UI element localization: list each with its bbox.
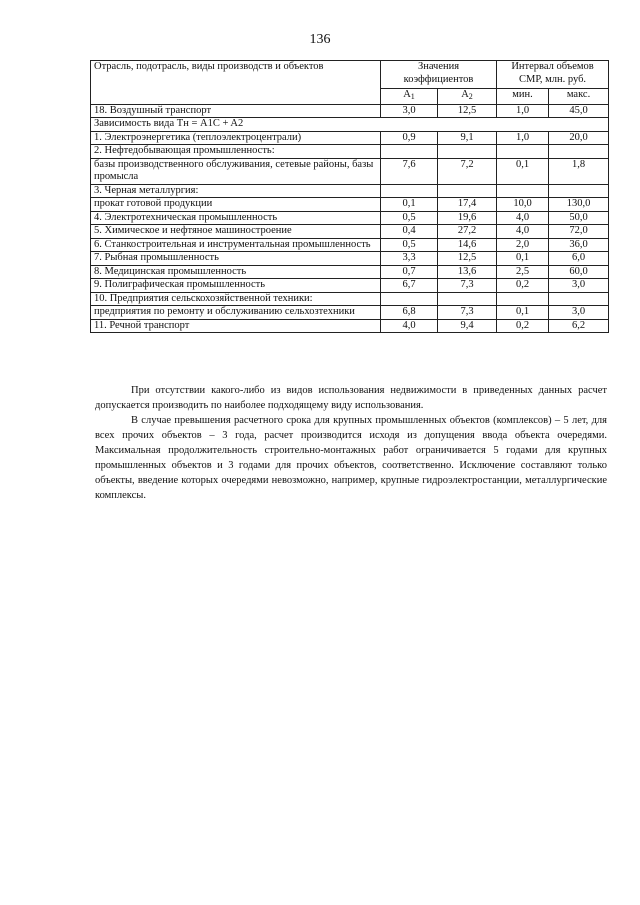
cell-a2: 7,3 [438, 306, 497, 320]
table-row [91, 252, 609, 266]
cell-a1: 0,1 [381, 198, 438, 212]
coefficients-table [90, 60, 609, 333]
table-body [91, 104, 609, 333]
cell-a2: 12,5 [438, 104, 497, 118]
table-row [91, 158, 609, 184]
cell-max: 50,0 [549, 211, 609, 225]
cell-max-empty [549, 145, 609, 159]
cell-a2: 9,1 [438, 131, 497, 145]
header-min: мин. [497, 89, 549, 105]
cell-a2: 7,3 [438, 279, 497, 293]
cell-a2: 27,2 [438, 225, 497, 239]
row-label: 5. Химическое и нефтяное машиностроение [91, 225, 381, 239]
header-max: макс. [549, 89, 609, 105]
cell-min-empty [497, 145, 549, 159]
header-a1-index: 1 [410, 92, 415, 101]
cell-max: 45,0 [549, 104, 609, 118]
header-coefficients [381, 61, 497, 89]
table-row [91, 265, 609, 279]
row-label: 9. Полиграфическая промышленность [91, 279, 381, 293]
cell-min: 1,0 [497, 104, 549, 118]
cell-max: 3,0 [549, 279, 609, 293]
cell-max: 6,2 [549, 319, 609, 333]
row-label: прокат готовой продукции [91, 198, 381, 212]
row-label: 11. Речной транспорт [91, 319, 381, 333]
table-row [91, 319, 609, 333]
row-label: 3. Черная металлургия: [91, 184, 381, 198]
cell-a1: 0,4 [381, 225, 438, 239]
table-row [91, 225, 609, 239]
cell-min: 4,0 [497, 225, 549, 239]
row-label: 4. Электротехническая промышленность [91, 211, 381, 225]
header-a1 [381, 89, 438, 105]
cell-a2: 17,4 [438, 198, 497, 212]
row-label: предприятия по ремонту и обслуживанию сельхозтехники [91, 306, 381, 320]
cell-a2: 12,5 [438, 252, 497, 266]
paragraph-2: В случае превышения расчетного срока для крупных промышленных объектов (комплексов) – 5 лет, для всех прочих объектов – 3 года, расчет производится исходя из допущения ввода объекта очередями. Максимальная продолжительность строительно-монтажных работ ограничивается 5 годами для крупных промышленных объектов и 3 годами для прочих объектов, соответственно. Исключение составляют только объекты, введение которых очередями невозможно, например, крупные гидроэлектростанции, металлургические комплексы. [95, 415, 607, 501]
cell-a1: 7,6 [381, 158, 438, 184]
cell-a2: 14,6 [438, 238, 497, 252]
cell-a2: 9,4 [438, 319, 497, 333]
table-row [91, 279, 609, 293]
cell-a1: 6,8 [381, 306, 438, 320]
cell-a1: 6,7 [381, 279, 438, 293]
cell-min: 0,1 [497, 252, 549, 266]
cell-max: 20,0 [549, 131, 609, 145]
row-label: 7. Рыбная промышленность [91, 252, 381, 266]
header-main-label: Отрасль, подотрасль, виды производств и объектов [94, 61, 324, 72]
cell-a1: 0,5 [381, 238, 438, 252]
cell-a1-empty [381, 145, 438, 159]
cell-max: 1,8 [549, 158, 609, 184]
cell-max: 60,0 [549, 265, 609, 279]
body-text [95, 383, 607, 503]
paragraph-1: При отсутствии какого-либо из видов использования недвижимости в приведенных данных расчет допускается производить по наиболее подходящему виду использования. [95, 385, 607, 411]
cell-a1: 3,3 [381, 252, 438, 266]
row-label: 8. Медицинская промышленность [91, 265, 381, 279]
cell-a2-empty [438, 292, 497, 306]
row-label: базы производственного обслуживания, сетевые районы, базы промысла [91, 158, 381, 184]
cell-a1: 3,0 [381, 104, 438, 118]
header-a2 [438, 89, 497, 105]
cell-min-empty [497, 184, 549, 198]
cell-a2: 19,6 [438, 211, 497, 225]
cell-min: 0,2 [497, 279, 549, 293]
cell-min-empty [497, 292, 549, 306]
cell-min: 0,1 [497, 306, 549, 320]
header-coefficients-line2: коэффициентов [403, 73, 474, 85]
header-interval-line1: Интервал объемов [511, 61, 594, 72]
cell-a1: 0,9 [381, 131, 438, 145]
row-label: 10. Предприятия сельскохозяйственной техники: [91, 292, 381, 306]
cell-a1: 0,5 [381, 211, 438, 225]
row-span-label: Зависимость вида Tн = A1C + A2 [91, 118, 609, 132]
header-a1-letter: A [403, 89, 411, 100]
cell-min: 10,0 [497, 198, 549, 212]
cell-min: 2,0 [497, 238, 549, 252]
cell-max: 6,0 [549, 252, 609, 266]
table-row [91, 238, 609, 252]
cell-a2: 13,6 [438, 265, 497, 279]
header-coefficients-line1: Значения [417, 61, 460, 72]
table-row [91, 131, 609, 145]
header-main-column [91, 61, 381, 105]
cell-max-empty [549, 292, 609, 306]
header-a2-letter: A [461, 89, 469, 100]
row-label: 1. Электроэнергетика (теплоэлектроцентрали) [91, 131, 381, 145]
cell-max: 3,0 [549, 306, 609, 320]
cell-max: 72,0 [549, 225, 609, 239]
cell-max: 130,0 [549, 198, 609, 212]
cell-min: 4,0 [497, 211, 549, 225]
table-row [91, 198, 609, 212]
cell-a2: 7,2 [438, 158, 497, 184]
table-row [91, 104, 609, 118]
page-number: 136 [309, 32, 331, 47]
table-row [91, 306, 609, 320]
cell-a1: 0,7 [381, 265, 438, 279]
cell-a1-empty [381, 184, 438, 198]
cell-a2-empty [438, 184, 497, 198]
table-row [91, 145, 609, 159]
row-label: 2. Нефтедобывающая промышленность: [91, 145, 381, 159]
cell-max: 36,0 [549, 238, 609, 252]
cell-a1: 4,0 [381, 319, 438, 333]
header-interval-line2: СМР, млн. руб. [518, 73, 587, 85]
table-row [91, 184, 609, 198]
cell-min: 0,2 [497, 319, 549, 333]
cell-a1-empty [381, 292, 438, 306]
table-row [91, 211, 609, 225]
cell-min: 1,0 [497, 131, 549, 145]
cell-min: 2,5 [497, 265, 549, 279]
table-row [91, 118, 609, 132]
row-label: 6. Станкостроительная и инструментальная промышленность [91, 238, 381, 252]
cell-a2-empty [438, 145, 497, 159]
table-row [91, 292, 609, 306]
cell-max-empty [549, 184, 609, 198]
row-label: 18. Воздушный транспорт [91, 104, 381, 118]
header-a2-index: 2 [468, 92, 473, 101]
header-interval [497, 61, 609, 89]
cell-min: 0,1 [497, 158, 549, 184]
